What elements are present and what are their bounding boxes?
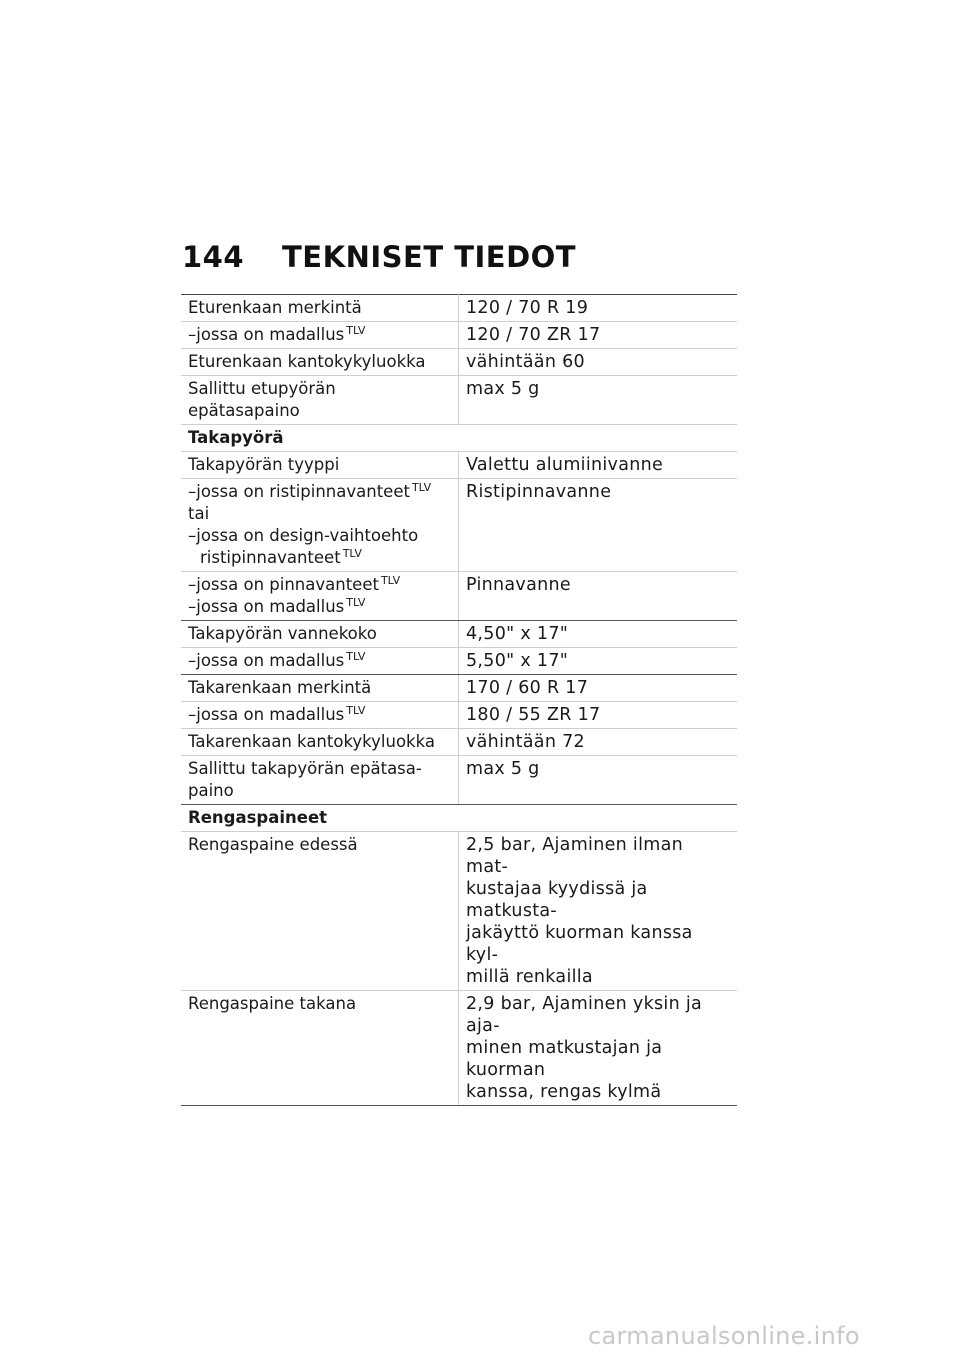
page-title: TEKNISET TIEDOT — [282, 240, 577, 274]
table-row — [181, 991, 737, 1106]
table-row — [181, 621, 737, 648]
section-heading: Takapyörä — [181, 425, 737, 452]
table-row — [181, 572, 737, 621]
spec-label: Eturenkaan merkintä — [181, 295, 459, 322]
spec-label: Eturenkaan kantokykyluokka — [181, 349, 459, 376]
spec-value: 2,5 bar, Ajaminen ilman mat- kustajaa kyydissä ja matkusta- jakäyttö kuorman kanssa kyl- millä renkailla — [459, 832, 738, 991]
spec-label: Takarenkaan kantokykyluokka — [181, 729, 459, 756]
spec-label: –jossa on madallus $^{TLV}$ — [181, 322, 459, 349]
spec-label: Sallittu etupyörän epätasapaino — [181, 376, 459, 425]
spec-label: Takapyörän tyyppi — [181, 452, 459, 479]
table-row — [181, 322, 737, 349]
spec-value: 5,50" x 17" — [459, 648, 738, 675]
spec-value: Ristipinnavanne — [459, 479, 738, 572]
spec-value: vähintään 72 — [459, 729, 738, 756]
spec-value: Pinnavanne — [459, 572, 738, 621]
table-row — [181, 452, 737, 479]
spec-label: Takarenkaan merkintä — [181, 675, 459, 702]
spec-label: –jossa on ristipinnavanteet $^{TLV}$ tai –jossa on design-vaihtoehto ristipinnavanteet $^{TLV}$ — [181, 479, 459, 572]
table-row — [181, 479, 737, 572]
spec-table-body — [181, 295, 737, 1106]
spec-value: 120 / 70 R 19 — [459, 295, 738, 322]
watermark: carmanualsonline.info — [588, 1322, 860, 1350]
spec-value: 120 / 70 ZR 17 — [459, 322, 738, 349]
table-row — [181, 702, 737, 729]
tlv-superscript: TLV — [342, 546, 362, 560]
table-row — [181, 376, 737, 425]
tlv-superscript: TLV — [346, 703, 366, 717]
tlv-superscript: TLV — [380, 573, 401, 587]
spec-label: –jossa on madallus $^{TLV}$ — [181, 702, 459, 729]
section-heading: Rengaspaineet — [181, 805, 737, 832]
tlv-superscript: TLV — [346, 649, 366, 663]
spec-label: –jossa on madallus $^{TLV}$ — [181, 648, 459, 675]
table-row — [181, 832, 737, 991]
table-row — [181, 675, 737, 702]
table-row — [181, 756, 737, 805]
tlv-superscript: TLV — [411, 480, 432, 494]
spec-label: Rengaspaine edessä — [181, 832, 459, 991]
page-number: 144 — [182, 240, 245, 274]
spec-value: max 5 g — [459, 756, 738, 805]
section-heading-row — [181, 805, 737, 832]
spec-value: max 5 g — [459, 376, 738, 425]
tlv-superscript: TLV — [346, 323, 366, 337]
spec-label: Sallittu takapyörän epätasa- paino — [181, 756, 459, 805]
spec-table — [181, 294, 737, 1106]
table-row — [181, 729, 737, 756]
spec-value: 180 / 55 ZR 17 — [459, 702, 738, 729]
spec-label: –jossa on pinnavanteet $^{TLV}$ –jossa on madallus $^{TLV}$ — [181, 572, 459, 621]
spec-value: 4,50" x 17" — [459, 621, 738, 648]
spec-label: Rengaspaine takana — [181, 991, 459, 1106]
table-row — [181, 295, 737, 322]
section-heading-row — [181, 425, 737, 452]
spec-value: Valettu alumiinivanne — [459, 452, 738, 479]
tlv-superscript: TLV — [346, 595, 366, 609]
table-row — [181, 648, 737, 675]
spec-value: vähintään 60 — [459, 349, 738, 376]
page-header — [182, 240, 576, 274]
spec-value: 2,9 bar, Ajaminen yksin ja aja- minen matkustajan ja kuorman kanssa, rengas kylmä — [459, 991, 738, 1106]
spec-label: Takapyörän vannekoko — [181, 621, 459, 648]
spec-value: 170 / 60 R 17 — [459, 675, 738, 702]
table-row — [181, 349, 737, 376]
